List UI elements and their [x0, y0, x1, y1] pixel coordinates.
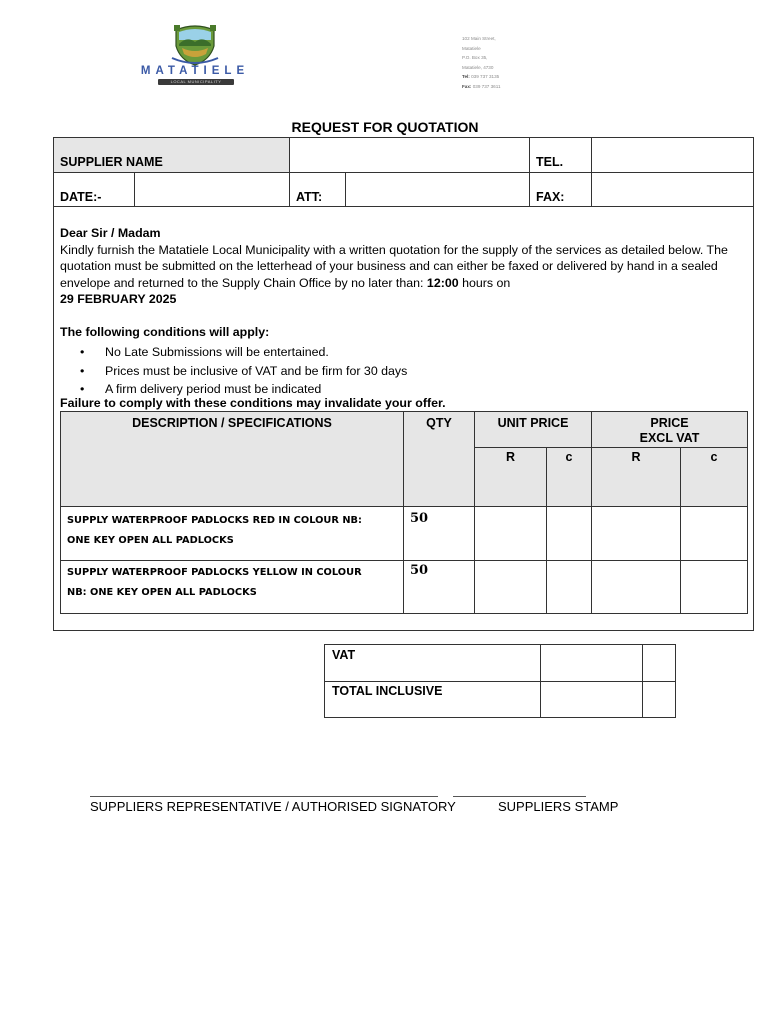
letter-paragraph: Kindly furnish the Matatiele Local Municipality with a written quotation for the supply of the services as detailed below. The quotation must be submitted on the letterhead of your business and can either be faxed or delivered by hand in a sealed envelope and returned to the Supply Chain Office by no later than: 12:00 hours on	[60, 242, 728, 290]
col-price-header: PRICE EXCL VAT	[591, 411, 748, 448]
signatory-line	[90, 796, 438, 797]
letterhead-address	[462, 34, 501, 92]
address-line: Matatiele, 4730	[462, 64, 494, 70]
coat-of-arms-icon	[170, 22, 220, 66]
tel-field[interactable]	[591, 137, 754, 173]
table-row-unit-c[interactable]	[546, 560, 592, 614]
price-r-header: R	[591, 447, 681, 507]
table-row-qty: 50	[403, 560, 475, 614]
table-row-description: SUPPLY WATERPROOF PADLOCKS RED IN COLOUR NB: ONE KEY OPEN ALL PADLOCKS	[60, 506, 404, 561]
conditions-list	[80, 343, 407, 399]
date-label: DATE:-	[53, 172, 135, 207]
vat-rand-field[interactable]	[540, 644, 643, 682]
att-field[interactable]	[345, 172, 530, 207]
col-qty-header: QTY	[403, 411, 475, 507]
table-row-qty: 50	[403, 506, 475, 561]
address-line: Matatiele	[462, 45, 481, 51]
supplier-name-field[interactable]	[289, 137, 530, 173]
address-tel: Tel: 039 737 3135	[462, 74, 500, 80]
price-c-header: c	[680, 447, 748, 507]
table-row-description: SUPPLY WATERPROOF PADLOCKS YELLOW IN COLOUR NB: ONE KEY OPEN ALL PADLOCKS	[60, 560, 404, 614]
vat-cents-field[interactable]	[642, 644, 676, 682]
att-label: ATT:	[289, 172, 346, 207]
unit-price-c-header: c	[546, 447, 592, 507]
logo-band: LOCAL MUNICIPALITY	[158, 79, 234, 85]
stamp-label: SUPPLIERS STAMP	[498, 799, 619, 814]
unit-price-r-header: R	[474, 447, 547, 507]
table-row-unit-c[interactable]	[546, 506, 592, 561]
deadline-date: 29 FEBRUARY 2025	[60, 292, 177, 306]
supplier-name-label: SUPPLIER NAME	[53, 137, 290, 173]
conditions-title: The following conditions will apply:	[60, 325, 270, 339]
total-rand-field[interactable]	[540, 681, 643, 718]
table-row-price-c[interactable]	[680, 506, 748, 561]
address-line: 102 Main Street,	[462, 36, 496, 41]
signatory-label: SUPPLIERS REPRESENTATIVE / AUTHORISED SIGNATORY	[90, 799, 456, 814]
letter-body	[60, 225, 750, 308]
vat-label: VAT	[324, 644, 541, 682]
table-row-unit-r[interactable]	[474, 560, 547, 614]
fax-field[interactable]	[591, 172, 754, 207]
condition-item: • A firm delivery period must be indicated	[80, 380, 407, 399]
fax-label: FAX:	[529, 172, 592, 207]
col-unit-price-header: UNIT PRICE	[474, 411, 592, 448]
address-fax: Fax: 039 737 3611	[462, 83, 501, 89]
condition-item: • Prices must be inclusive of VAT and be firm for 30 days	[80, 362, 407, 381]
table-row-price-c[interactable]	[680, 560, 748, 614]
stamp-line	[453, 796, 586, 797]
address-line: P.O. Box 35,	[462, 55, 488, 61]
total-inclusive-label: TOTAL INCLUSIVE	[324, 681, 541, 718]
salutation: Dear Sir / Madam	[60, 226, 161, 240]
table-row-price-r[interactable]	[591, 506, 681, 561]
col-description-header: DESCRIPTION / SPECIFICATIONS	[60, 411, 404, 507]
tel-label: TEL.	[529, 137, 592, 173]
document-title: REQUEST FOR QUOTATION	[291, 119, 479, 135]
condition-item: • No Late Submissions will be entertained.	[80, 343, 407, 362]
date-field[interactable]	[134, 172, 290, 207]
conditions-warning: Failure to comply with these conditions may invalidate your offer.	[60, 396, 446, 410]
logo-wordmark: MATATIELE	[140, 65, 250, 77]
table-row-price-r[interactable]	[591, 560, 681, 614]
total-cents-field[interactable]	[642, 681, 676, 718]
table-row-unit-r[interactable]	[474, 506, 547, 561]
